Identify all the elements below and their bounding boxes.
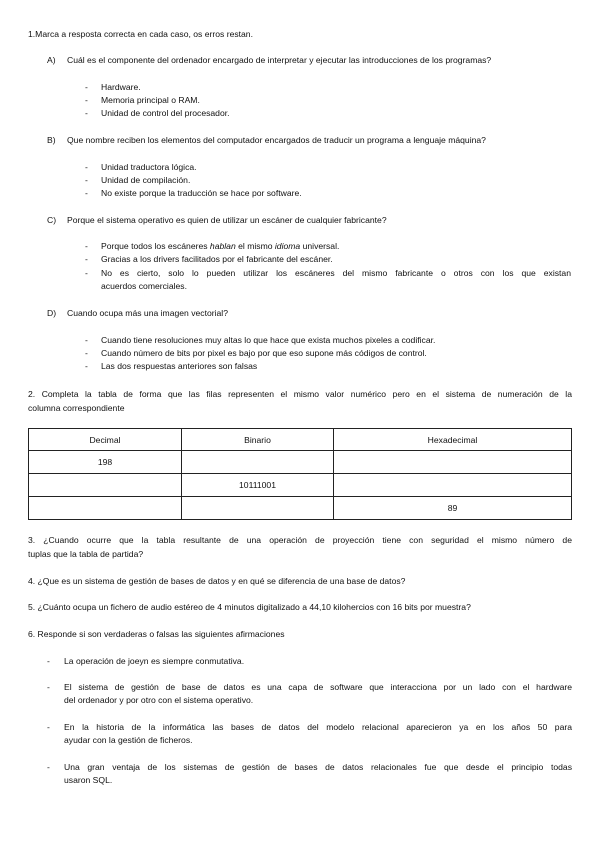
table-cell[interactable] xyxy=(29,474,182,497)
q6-statement-2-line1: El sistema de gestión de base de datos es una capa de software que interacciona por un lado con el hardware xyxy=(64,682,572,692)
bullet-dash: - xyxy=(85,162,88,172)
q1c-letter: C) xyxy=(47,215,57,225)
bullet-dash: - xyxy=(47,656,50,666)
q1d-question: Cuando ocupa más una imagen vectorial? xyxy=(67,308,228,318)
bullet-dash: - xyxy=(47,722,50,732)
q1c-option-3-line2: acuerdos comerciales. xyxy=(101,281,187,291)
q1-title: 1.Marca a resposta correcta en cada caso, os erros restan. xyxy=(28,29,253,39)
q6-statement-2-line2: del ordenador y por otro con el sistema operativo. xyxy=(64,695,254,705)
q1b-letter: B) xyxy=(47,135,56,145)
q1b-option-2: Unidad de compilación. xyxy=(101,175,191,185)
bullet-dash: - xyxy=(85,175,88,185)
q1c-question: Porque el sistema operativo es quien de utilizar un escáner de cualquier fabricante? xyxy=(67,215,387,225)
q1d-option-2: Cuando número de bits por pixel es bajo por que eso supone más códigos de control. xyxy=(101,348,427,358)
table-row xyxy=(29,497,572,520)
q4-text: 4. ¿Que es un sistema de gestión de bases de datos y en qué se diferencia de una base de datos? xyxy=(28,576,406,586)
bullet-dash: - xyxy=(85,268,88,278)
q1d-option-3: Las dos respuestas anteriores son falsas xyxy=(101,361,258,371)
q1c-option-2: Gracias a los drivers facilitados por el fabricante del escáner. xyxy=(101,254,333,264)
table-row xyxy=(29,451,572,474)
table-row xyxy=(29,474,572,497)
q1b-option-1: Unidad traductora lógica. xyxy=(101,162,197,172)
table-cell: 89 xyxy=(334,497,572,520)
header-binario: Binario xyxy=(182,429,334,451)
q3-line1: 3. ¿Cuando ocurre que la tabla resultante de una operación de proyección tiene con seguridad el mismo número de xyxy=(28,535,572,545)
q5-text: 5. ¿Cuánto ocupa un fichero de audio estéreo de 4 minutos digitalizado a 44,10 kilohercios con 16 bits por muestra? xyxy=(28,602,471,612)
table-cell[interactable] xyxy=(29,497,182,520)
q1a-question: Cuál es el componente del ordenador encargado de interpretar y ejecutar las introducciones de los programas? xyxy=(67,55,492,65)
table-cell[interactable] xyxy=(182,451,334,474)
bullet-dash: - xyxy=(85,108,88,118)
q1d-letter: D) xyxy=(47,308,57,318)
header-hexadecimal: Hexadecimal xyxy=(334,429,572,451)
q1a-option-2: Memoria principal o RAM. xyxy=(101,95,200,105)
table-cell[interactable] xyxy=(334,474,572,497)
table-header-row xyxy=(29,429,572,451)
conversion-table xyxy=(28,428,572,520)
bullet-dash: - xyxy=(85,254,88,264)
table-cell[interactable] xyxy=(334,451,572,474)
table-cell: 198 xyxy=(29,451,182,474)
q6-statement-3-line1: En la historia de la informática las bases de datos del modelo relacional aparecieron ya en los años 50 para xyxy=(64,722,572,732)
bullet-dash: - xyxy=(85,348,88,358)
q1c-option-1: Porque todos los escáneres hablan el mismo idioma universal. xyxy=(101,241,340,251)
q1d-option-1: Cuando tiene resoluciones muy altas lo que hace que exista muchos pixeles a codificar. xyxy=(101,335,436,345)
q6-statement-4-line1: Una gran ventaja de los sistemas de gestión de bases de datos relacionales fue que desde el principio todas xyxy=(64,762,572,772)
q6-title: 6. Responde si son verdaderas o falsas las siguientes afirmaciones xyxy=(28,629,285,639)
table-cell[interactable] xyxy=(182,497,334,520)
bullet-dash: - xyxy=(85,241,88,251)
bullet-dash: - xyxy=(47,762,50,772)
q1c-option-3-line1: No es cierto, solo lo pueden utilizar los escáneres del mismo fabricante o otros con los que existan xyxy=(101,268,571,278)
q2-line2: columna correspondiente xyxy=(28,403,125,413)
bullet-dash: - xyxy=(85,335,88,345)
q1a-option-1: Hardware. xyxy=(101,82,141,92)
q6-statement-1: La operación de joeyn es siempre conmutativa. xyxy=(64,656,245,666)
q1a-letter: A) xyxy=(47,55,56,65)
q6-statement-3-line2: ayudar con la gestión de ficheros. xyxy=(64,735,193,745)
q1b-option-3: No existe porque la traducción se hace por software. xyxy=(101,188,302,198)
bullet-dash: - xyxy=(47,682,50,692)
q6-statement-4-line2: usaron SQL. xyxy=(64,775,113,785)
bullet-dash: - xyxy=(85,188,88,198)
bullet-dash: - xyxy=(85,82,88,92)
q1b-question: Que nombre reciben los elementos del computador encargados de traducir un programa a lenguaje máquina? xyxy=(67,135,486,145)
header-decimal: Decimal xyxy=(29,429,182,451)
bullet-dash: - xyxy=(85,95,88,105)
bullet-dash: - xyxy=(85,361,88,371)
q3-line2: tuplas que la tabla de partida? xyxy=(28,549,144,559)
q2-line1: 2. Completa la tabla de forma que las filas representen el mismo valor numérico pero en el sistema de numeración de la xyxy=(28,389,572,399)
q1a-option-3: Unidad de control del procesador. xyxy=(101,108,230,118)
table-cell: 10111001 xyxy=(182,474,334,497)
